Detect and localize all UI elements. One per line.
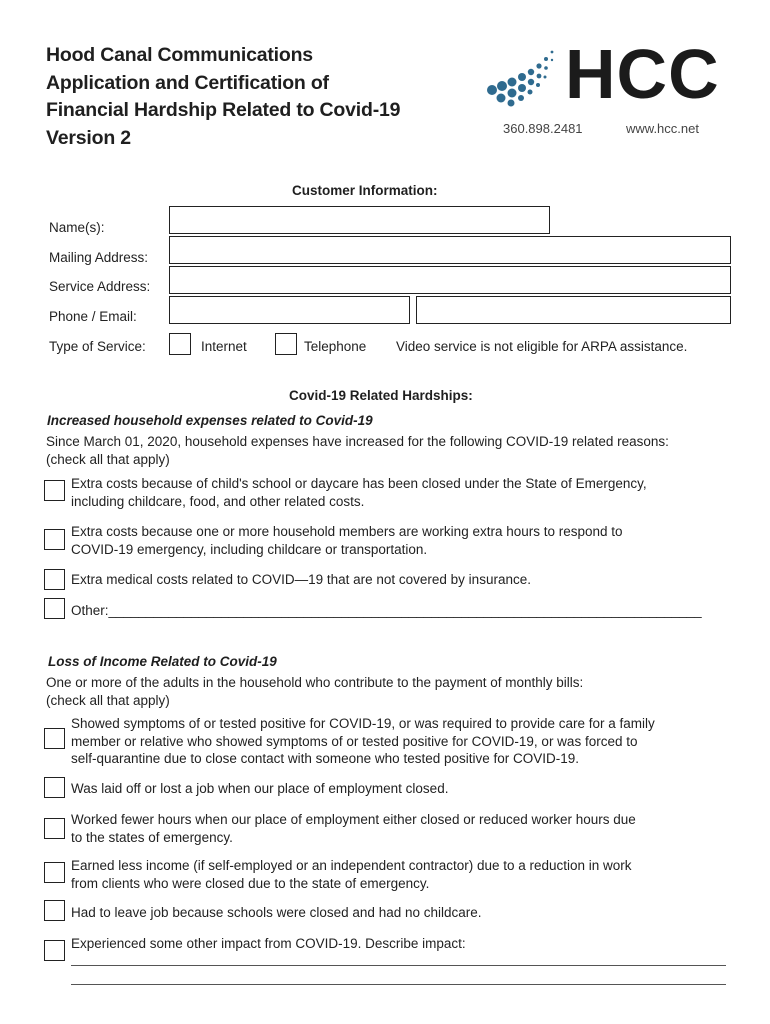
income-other-impact-text: Experienced some other impact from COVID-19. Describe impact: xyxy=(71,936,466,951)
hcc-logo-text: HCC xyxy=(565,35,720,113)
expense-medical-checkbox[interactable] xyxy=(44,569,65,590)
customer-info-heading: Customer Information: xyxy=(292,183,438,198)
income-less-earned-checkbox[interactable] xyxy=(44,862,65,883)
company-phone: 360.898.2481 xyxy=(503,121,583,136)
income-section-title: Loss of Income Related to Covid-19 xyxy=(48,654,277,669)
income-less-earned-text: Earned less income (if self-employed or an independent contractor) due to a reduction in work from clients who were closed due to the state of emergency. xyxy=(71,858,632,891)
expense-medical-text: Extra medical costs related to COVID—19 that are not covered by insurance. xyxy=(71,572,531,587)
internet-checkbox[interactable] xyxy=(169,333,191,355)
describe-impact-line-2[interactable] xyxy=(71,984,726,985)
telephone-label: Telephone xyxy=(304,339,367,354)
title-line-3: Financial Hardship Related to Covid-19 xyxy=(46,99,401,121)
mailing-address-label: Mailing Address: xyxy=(49,250,149,265)
income-fewer-hours-text: Worked fewer hours when our place of employment either closed or reduced worker hours due to the states of emergency. xyxy=(71,812,636,845)
hardships-heading: Covid-19 Related Hardships: xyxy=(289,388,473,403)
expense-extra-hours-text: Extra costs because one or more household members are working extra hours to respond to COVID-19 emergency, including childcare or transportation. xyxy=(71,524,623,557)
company-website[interactable]: www.hcc.net xyxy=(626,121,699,136)
expense-childcare-checkbox[interactable] xyxy=(44,480,65,501)
expense-other-checkbox[interactable] xyxy=(44,598,65,619)
income-intro: One or more of the adults in the household who contribute to the payment of monthly bills: (check all that apply) xyxy=(46,675,584,708)
name-label: Name(s): xyxy=(49,220,105,235)
expense-extra-hours-checkbox[interactable] xyxy=(44,529,65,550)
title-line-1: Hood Canal Communications xyxy=(46,44,313,66)
type-of-service-label: Type of Service: xyxy=(49,339,146,354)
service-address-field[interactable] xyxy=(169,266,731,294)
video-service-note: Video service is not eligible for ARPA assistance. xyxy=(396,339,688,354)
expense-childcare-text: Extra costs because of child's school or daycare has been closed under the State of Emergency, including childcare, food, and other related costs. xyxy=(71,476,647,509)
phone-email-label: Phone / Email: xyxy=(49,309,137,324)
name-field[interactable] xyxy=(169,206,550,234)
hcc-dots-logo-icon xyxy=(486,46,556,108)
income-covid-symptoms-checkbox[interactable] xyxy=(44,728,65,749)
describe-impact-line-1[interactable] xyxy=(71,965,726,966)
phone-field[interactable] xyxy=(169,296,410,324)
mailing-address-field[interactable] xyxy=(169,236,731,264)
income-leave-job-checkbox[interactable] xyxy=(44,900,65,921)
title-line-2: Application and Certification of xyxy=(46,71,329,94)
income-leave-job-text: Had to leave job because schools were closed and had no childcare. xyxy=(71,905,482,920)
document-title xyxy=(46,42,400,152)
expenses-intro: Since March 01, 2020, household expenses have increased for the following COVID-19 related reasons: (check all that apply) xyxy=(46,434,669,467)
income-fewer-hours-checkbox[interactable] xyxy=(44,818,65,839)
internet-label: Internet xyxy=(201,339,247,354)
telephone-checkbox[interactable] xyxy=(275,333,297,355)
income-laid-off-text: Was laid off or lost a job when our place of employment closed. xyxy=(71,781,449,796)
email-field[interactable] xyxy=(416,296,731,324)
expense-other-text[interactable]: Other:_______________________________________________________________________________ xyxy=(71,603,702,618)
income-covid-symptoms-text: Showed symptoms of or tested positive for COVID-19, or was required to provide care for a family member or relative who showed symptoms of or tested positive for COVID-19, or was forced to self-quarantine due to close contact with someone who tested positive for COVID-19. xyxy=(71,716,655,766)
income-other-impact-checkbox[interactable] xyxy=(44,940,65,961)
service-address-label: Service Address: xyxy=(49,279,151,294)
title-line-4: Version 2 xyxy=(46,126,131,149)
income-laid-off-checkbox[interactable] xyxy=(44,777,65,798)
expenses-section-title: Increased household expenses related to Covid-19 xyxy=(47,413,373,428)
